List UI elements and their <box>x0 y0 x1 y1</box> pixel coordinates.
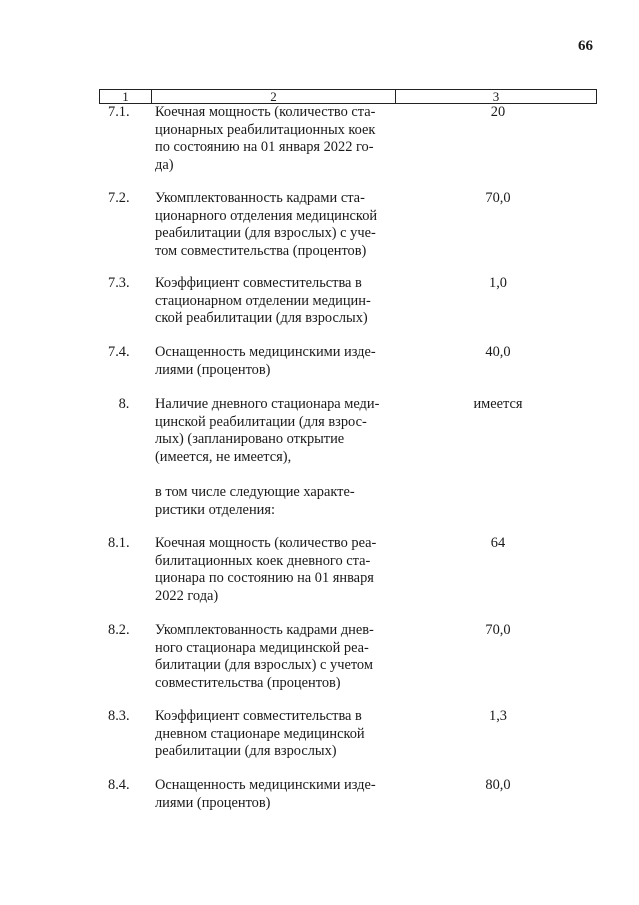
row-text-line: Коечная мощность (количество ста- <box>155 104 376 120</box>
row-text-line: Оснащенность медицинскими изде- <box>155 777 376 793</box>
row-text-line: да) <box>155 157 174 174</box>
row-number: 7.1. <box>108 104 130 120</box>
column-header-2: 2 <box>152 90 396 103</box>
row-text-line: ного стационара медицинской реа- <box>155 639 369 656</box>
row-description <box>155 708 389 761</box>
row-number: 7.3. <box>108 275 130 291</box>
row-text-line: (имеется, не имеется), <box>155 449 292 466</box>
row-description <box>155 535 389 606</box>
row-description <box>155 396 389 467</box>
row-text-line: дневном стационаре медицинской <box>155 725 365 742</box>
column-header-1: 1 <box>100 90 152 103</box>
row-text-line: по состоянию на 01 января 2022 го- <box>155 139 374 156</box>
row-text-line: Коэффициент совместительства в <box>155 708 362 724</box>
row-text-line: Коечная мощность (количество реа- <box>155 535 377 551</box>
row-text-line: ристики отделения: <box>155 501 275 518</box>
row-text-line: совместительства (процентов) <box>155 675 341 692</box>
page-number: 66 <box>578 38 593 54</box>
row-description <box>155 104 389 175</box>
row-description <box>155 190 389 261</box>
row-number: 8. <box>118 396 130 412</box>
row-description <box>155 622 389 693</box>
row-text-line: билитационных коек дневного ста- <box>155 552 371 569</box>
row-text-line: Наличие дневного стационара меди- <box>155 396 380 412</box>
row-text-line: билитации (для взрослых) с учетом <box>155 657 373 674</box>
row-value: 20 <box>490 104 506 120</box>
row-value: 1,3 <box>489 708 507 724</box>
table-header-row <box>99 89 597 104</box>
row-text-line: лиями (процентов) <box>155 361 271 378</box>
row-text-line: лиями (процентов) <box>155 794 271 811</box>
row-text-line: ционарного отделения медицинской <box>155 207 378 224</box>
row-text-line: Оснащенность медицинскими изде- <box>155 344 376 360</box>
row-description <box>155 275 389 328</box>
row-description <box>155 484 389 519</box>
row-text-line: том совместительства (процентов) <box>155 243 367 260</box>
column-header-3: 3 <box>492 89 500 104</box>
row-text-line: цинской реабилитации (для взрос- <box>155 413 367 430</box>
row-description <box>155 777 389 812</box>
row-text-line: ционара по состоянию на 01 января <box>155 570 374 587</box>
row-text-line: лых) (запланировано открытие <box>155 431 345 448</box>
row-value: 40,0 <box>485 344 511 360</box>
row-number: 8.3. <box>108 708 130 724</box>
row-value: 80,0 <box>485 777 511 793</box>
row-number: 8.4. <box>108 777 130 793</box>
row-text-line: ской реабилитации (для взрослых) <box>155 310 368 327</box>
row-value: имеется <box>473 396 523 412</box>
row-text-line: Укомплектованность кадрами днев- <box>155 622 374 638</box>
row-text-line: стационарном отделении медицин- <box>155 292 371 309</box>
row-value: 1,0 <box>489 275 507 291</box>
row-value: 70,0 <box>485 190 511 206</box>
row-text-line: 2022 года) <box>155 588 219 605</box>
row-number: 7.2. <box>108 190 130 206</box>
row-number: 8.2. <box>108 622 130 638</box>
row-text-line: реабилитации (для взрослых) <box>155 743 337 760</box>
row-text-line: Укомплектованность кадрами ста- <box>155 190 365 206</box>
row-text-line: реабилитации (для взрослых) с уче- <box>155 225 376 242</box>
row-value: 70,0 <box>485 622 511 638</box>
row-description <box>155 344 389 379</box>
row-text-line: ционарных реабилитационных коек <box>155 121 376 138</box>
row-text-line: Коэффициент совместительства в <box>155 275 362 291</box>
row-value: 64 <box>490 535 506 551</box>
row-text-line: в том числе следующие характе- <box>155 484 355 500</box>
row-number: 7.4. <box>108 344 130 360</box>
row-number: 8.1. <box>108 535 130 551</box>
